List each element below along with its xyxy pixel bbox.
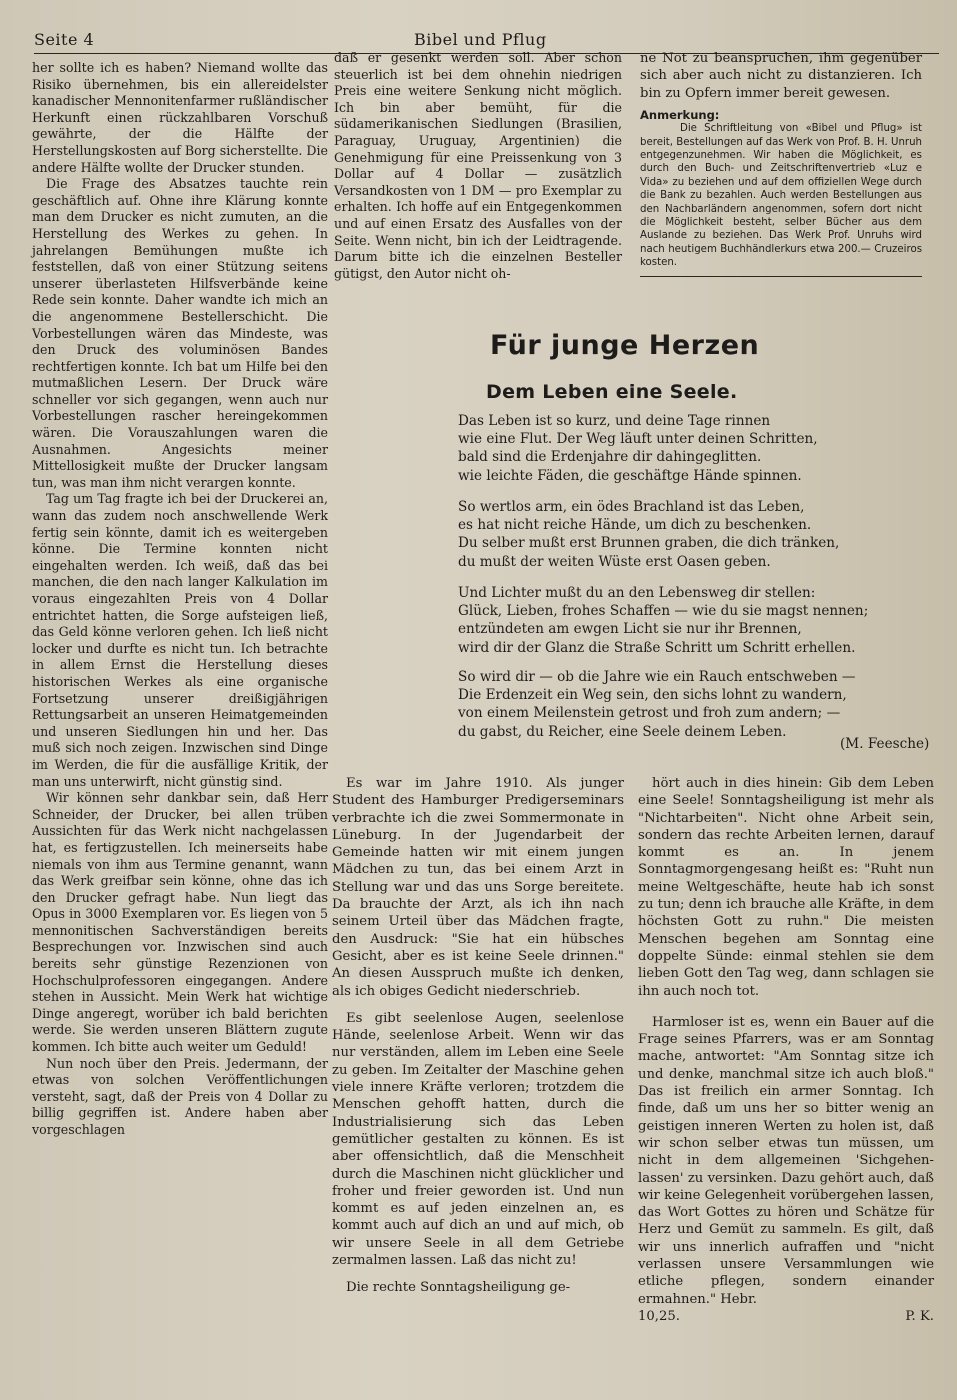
poem-line: entzündeten am ewgen Licht sie nur ihr Brennen, — [458, 621, 802, 638]
poem-line: von einem Meilenstein getrost und froh zum andern; — — [458, 705, 841, 722]
article-column-4 — [332, 775, 624, 1297]
poem-line: bald sind die Erdenjahre dir dahingeglitten. — [458, 449, 762, 466]
paragraph: ne Not zu beanspruchen, ihm gegenüber sich aber auch nicht zu distanzieren. Ich bin zu Opfern immer bereit gewesen. — [640, 51, 922, 101]
divider — [640, 276, 922, 277]
poem-line: wie leichte Fäden, die geschäftge Hände spinnen. — [458, 467, 802, 484]
poem-line: Die Erdenzeit ein Weg sein, den sichs lohnt zu wandern, — [458, 687, 847, 704]
paragraph: her sollte ich es haben? Niemand wollte das Risiko übernehmen, bis ein allereidelster kanadischer Mennonitenfarmer rußländischer Herkunft einen rückzahlbaren Vorschuß gewährte, der die Hälfte der Herstellungskosten auf Borg sicherstellte. Die andere Hälfte wollte der Drucker stunden. — [32, 60, 329, 175]
poem-line: du mußt der weiten Wüste erst Oasen geben. — [458, 553, 771, 570]
poem-line: wird dir der Glanz die Straße Schritt um Schritt erhellen. — [458, 639, 856, 656]
poem-line: Du selber mußt erst Brunnen graben, die dich tränken, — [458, 535, 840, 552]
section-heading: Für junge Herzen — [490, 330, 760, 361]
paragraph: Es gibt seelenlose Augen, seelenlose Hände, seelenlose Arbeit. Wenn wir das nur verständen, allem im Leben eine Seele zu geben. Im Zeitalter der Maschine gehen viele innere Kräfte verloren; trotzdem die Menschen gehofft hatten, durch die Industrialisierung sich das Leben gemütlicher gestalten zu können. Es ist aber offensichtlich, daß die Menschheit durch die Maschinen nicht glücklicher und froher und freier geworden ist. Und nun kommt es auf jeden einzelnen an, es kommt auch auf dich an und auf mich, ob wir unsere Seele in all dem Getriebe zermalmen lassen. Laß das nicht zu! — [332, 1010, 624, 1269]
poem-stanza — [458, 668, 936, 741]
poem-title: Dem Leben eine Seele. — [486, 381, 738, 403]
poem-line: wie eine Flut. Der Weg läuft unter deinen Schritten, — [458, 431, 818, 448]
poem-line: Und Lichter mußt du an den Lebensweg dir stellen: — [458, 585, 816, 601]
article-column-2 — [334, 50, 622, 282]
poem-line: So wertlos arm, ein ödes Brachland ist das Leben, — [458, 499, 805, 515]
poem-author: (M. Feesche) — [840, 736, 930, 752]
article-column-3 — [640, 50, 922, 277]
bible-reference: 10,25. — [638, 1308, 680, 1324]
signoff — [638, 1308, 934, 1325]
paragraph: Die Frage des Absatzes tauchte rein geschäftlich auf. Ohne ihre Klärung konnte man dem Drucker es nicht zumuten, an die Herstellung des Werkes zu gehen. In jahrelangen Bemühungen mußte ich feststellen, daß von einer Stützung seitens unserer überlasteten Hilfsverbände keine Rede sein konnte. Daher wandte ich mich an die angenommene Bestellerschicht. Die Vorbestellungen wären das Mindeste, was den Druck des voluminösen Bandes rechtfertigen konnte. Ich bat um Hilfe bei den mutmaßlichen Lesern. Der Druck wäre schneller vor sich gegangen, wenn auch nur Vorbestellungen rascher hereingekommen wären. Die Vorauszahlungen waren die Ausnahmen. Angesichts meiner Mittellosigkeit mußte der Drucker langsam tun, was man ihm nicht verargen konnte. — [32, 176, 328, 490]
author-initials: P. K. — [905, 1308, 934, 1324]
paragraph: Nun noch über den Preis. Jedermann, der etwas von solchen Veröffentlichungen versteht, sagt, daß der Preis von 4 Dollar zu billig gegriffen ist. Andere haben aber vorgeschlagen — [32, 1055, 328, 1137]
poem-line: es hat nicht reiche Hände, um dich zu beschenken. — [458, 517, 812, 534]
paragraph: Wir können sehr dankbar sein, daß Herr Schneider, der Drucker, bei allen trüben Aussichten für das Werk nicht nachgelassen hat, es fertigzustellen. Ich meinerseits habe niemals von ihm aus Termine genannt, wann das Werk greifbar sein könne, ohne das ich den Drucker gefragt habe. Nun liegt das Opus in 3000 Exemplaren vor. Es liegen von 5 mennonitischen Sachverständigen bereits Besprechungen vor. Inzwischen sind auch bereits sehr günstige Rezenzionen von Hochschulprofessoren eingegangen. Andere stehen in Aussicht. Mein Werk hat wichtige Dinge angeregt, worüber ich bald berichten werde. Sie werden unseren Blättern zugute kommen. Ich bitte auch weiter um Geduld! — [32, 790, 328, 1055]
poem-stanza — [458, 412, 936, 485]
paragraph: daß er gesenkt werden soll. Aber schon steuerlich ist bei dem ohnehin niedrigen Preis eine weitere Senkung nicht möglich. Ich bin aber bemüht, für die südamerikanischen Siedlungen (Brasilien, Paraguay, Uruguay, Argentinien) die Genehmigung für eine Preissenkung von 3 Dollar auf 4 Dollar — zusätzlich Versandkosten von 1 DM — pro Exemplar zu erhalten. Ich hoffe auf ein Entgegenkommen und auf einen Ersatz des Ausfalles von der Seite. Wenn nicht, bin ich der Leidtragende. Darum bitte ich die einzelnen Besteller gütigst, den Autor nicht oh- — [334, 50, 622, 281]
paragraph: Harmloser ist es, wenn ein Bauer auf die Frage seines Pfarrers, was er am Sonntag mache, antwortet: "Am Sonntag sitze ich und denke, manchmal sitze ich auch bloß." Das ist freilich ein armer Sonntag. Ich finde, daß um uns her so bitter wenig an geistigen inneren Werten zu holen ist, daß wir schon selber etwas tun müssen, um nicht in dem allgemeinen 'Sichgehen-lassen' zu versinken. Dazu gehört auch, daß wir keine Gelegenheit vorübergehen lassen, das Wort Gottes zu hören und Schätze für Herz und Gemüt zu sammeln. Es gilt, daß wir uns innerlich aufraffen und "nicht verlassen unsere Versammlungen wie etliche pflegen, sondern einander ermahnen." Hebr. — [638, 1014, 934, 1307]
paragraph: Es war im Jahre 1910. Als junger Student des Hamburger Predigerseminars verbrachte ich die zwei Sommermonate in Lüneburg. In der Jugendarbeit der Gemeinde hatten wir mit einem jungen Mädchen zu tun, das bei einem Arzt in Stellung war und das uns Sorge bereitete. Da brauchte der Arzt, als ich ihn nach seinem Urteil über das Mädchen fragte, den Ausdruck: "Sie hat ein hübsches Gesicht, aber es ist keine Seele drinnen." An diesen Ausspruch mußte ich denken, als ich obiges Gedicht niederschrieb. — [332, 776, 624, 999]
poem-stanza — [458, 584, 936, 657]
editorial-note: Die Schriftleitung von «Bibel und Pflug» ist bereit, Bestellungen auf das Werk von Prof. B. H. Unruh entgegenzunehmen. Wir haben die Möglichkeit, es durch den Buch- und Zeitschriftenvertrieb «Luz e Vida» zu beziehen und auf dem offiziellen Wege durch die Bank zu bezahlen. Auch werden Bestellungen aus den Nachbarländern angenommen, sofern dort nicht die Möglichkeit besteht, selber Bücher aus dem Auslande zu beziehen. Das Werk Prof. Unruhs wird nach heutigem Buchhändlerkurs etwa 200.— Cruzeiros kosten. — [640, 123, 922, 269]
poem-line: So wird dir — ob die Jahre wie ein Rauch entschweben — — [458, 669, 856, 685]
poem-line: Glück, Lieben, frohes Schaffen — wie du sie magst nennen; — [458, 603, 869, 620]
article-column-5 — [638, 775, 934, 1325]
poem-line: Das Leben ist so kurz, und deine Tage rinnen — [458, 413, 771, 429]
paragraph: Tag um Tag fragte ich bei der Druckerei an, wann das zudem noch anschwellende Werk fertig sein könnte, damit ich es weitergeben könne. Die Termine konnten nicht eingehalten werden. Ich weiß, daß das bei manchen, die den nach langer Kalkulation im voraus eingezahlten Preis von 4 Dollar entrichtet hatten, die Sorge aufsteigen ließ, das Geld könne verloren gehen. Ich ließ nicht locker und durfte es nicht tun. Ich betrachte in allem Ernst die Herstellung dieses historischen Werkes als eine organische Fortsetzung unserer dreißigjährigen Rettungsarbeit an unseren Heimatgemeinden und unseren Siedlungen hin und her. Das muß sich noch zeigen. Inzwischen sind Dinge im Werden, die für die ausfällige Kritik, der man uns unterwirft, nicht günstig sind. — [32, 491, 328, 789]
paragraph: hört auch in dies hinein: Gib dem Leben eine Seele! Sonntagsheiligung ist mehr als "Nichtarbeiten". Nicht ohne Arbeit sein, sondern das rechte Arbeiten lernen, darauf kommt es an. In jenem Sonntagmorgengesang heißt es: "Ruht nun meine Weltgeschäfte, heute hab ich sonst zu tun; denn ich brauche alle Kräfte, in dem höchsten Gott zu ruhn." Die meisten Menschen begehen am Sonntag eine doppelte Sünde: einmal stehlen sie dem lieben Gott den Tag weg, dann schlagen sie ihn auch noch tot. — [638, 776, 934, 999]
page-number: Seite 4 — [34, 30, 95, 49]
paragraph: Die rechte Sonntagsheiligung ge- — [346, 1280, 571, 1296]
journal-title: Bibel und Pflug — [414, 30, 547, 49]
article-column-1 — [32, 60, 328, 1139]
poem-stanza — [458, 498, 936, 571]
poem-line: du gabst, du Reicher, eine Seele deinem Leben. — [458, 723, 787, 740]
note-title: Anmerkung: — [640, 108, 720, 123]
